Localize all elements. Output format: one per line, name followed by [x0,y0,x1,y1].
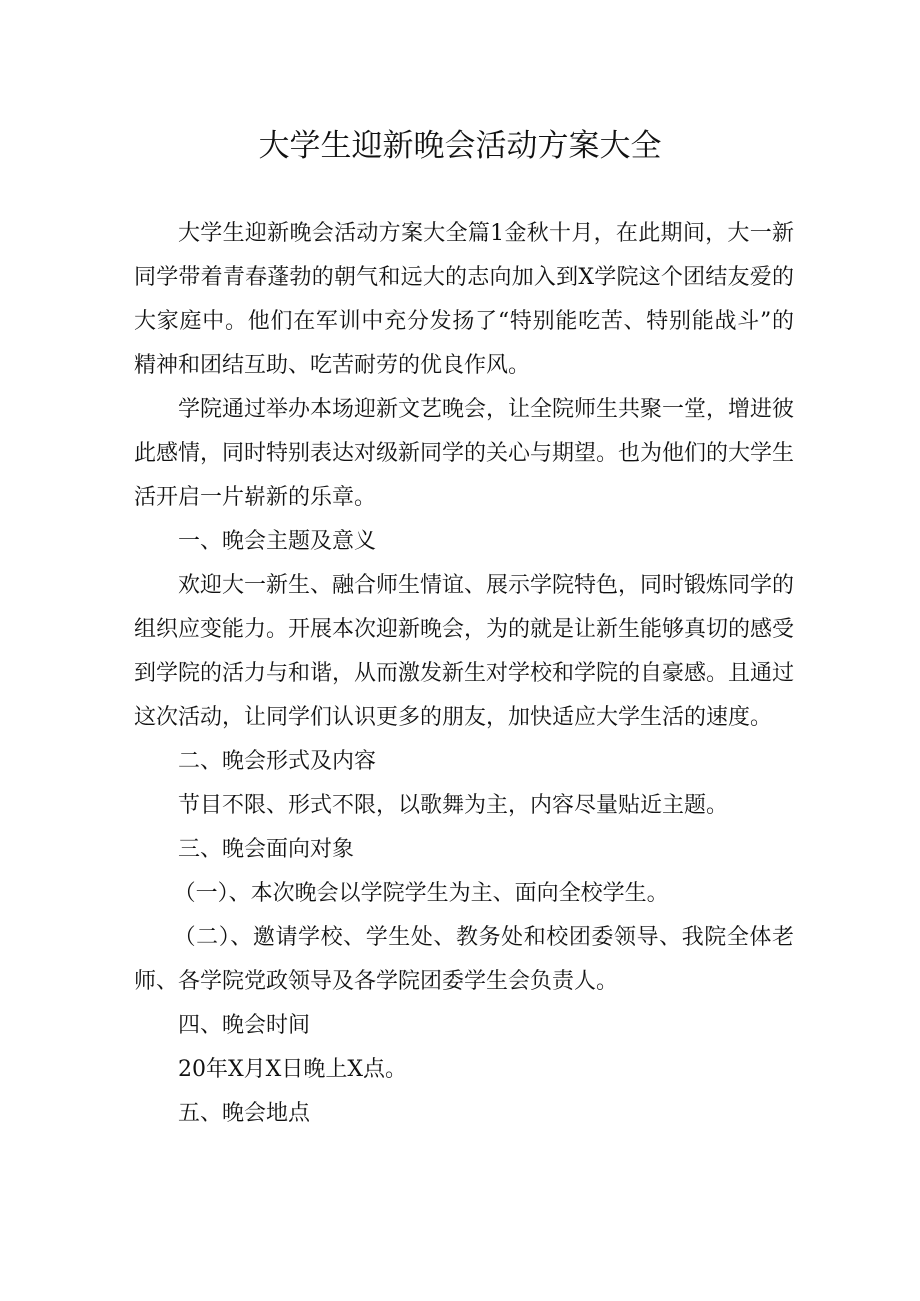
paragraph-theme: 欢迎大一新生、融合师生情谊、展示学院特色，同时锻炼同学的组织应变能力。开展本次迎新晚会，为的就是让新生能够真切的感受到学院的活力与和谐，从而激发新生对学校和学院的自豪感。且通过这次活动，让同学们认识更多的朋友，加快适应大学生活的速度。 [134,573,795,730]
section-heading-theme: 一、晚会主题及意义 [178,529,377,554]
audience-item-2: （二）、邀请学校、学生处、教务处和校团委领导、我院全体老师、各学院党政领导及各学院团委学生会负责人。 [134,925,794,994]
document-body [134,212,794,1136]
section-heading-format: 二、晚会形式及内容 [178,749,377,774]
paragraph-time: 20年X月X日晚上X点。 [178,1057,407,1082]
section-heading-location: 五、晚会地点 [178,1101,311,1126]
audience-item-1: （一）、本次晚会以学院学生为主、面向全校学生。 [173,881,669,906]
section-heading-time: 四、晚会时间 [178,1013,311,1038]
paragraph-intro: 大学生迎新晚会活动方案大全篇1金秋十月，在此期间，大一新同学带着青春蓬勃的朝气和远大的志向加入到X学院这个团结友爱的大家庭中。他们在军训中充分发扬了“特别能吃苦、特别能战斗”的精神和团结互助、吃苦耐劳的优良作风。 [134,221,794,378]
section-heading-audience: 三、晚会面向对象 [178,837,355,862]
paragraph-format: 节目不限、形式不限，以歌舞为主，内容尽量贴近主题。 [178,793,729,818]
paragraph-purpose: 学院通过举办本场迎新文艺晚会，让全院师生共聚一堂，增进彼此感情，同时特别表达对级新同学的关心与期望。也为他们的大学生活开启一片崭新的乐章。 [134,397,795,510]
document-title: 大学生迎新晚会活动方案大全 [258,128,662,164]
